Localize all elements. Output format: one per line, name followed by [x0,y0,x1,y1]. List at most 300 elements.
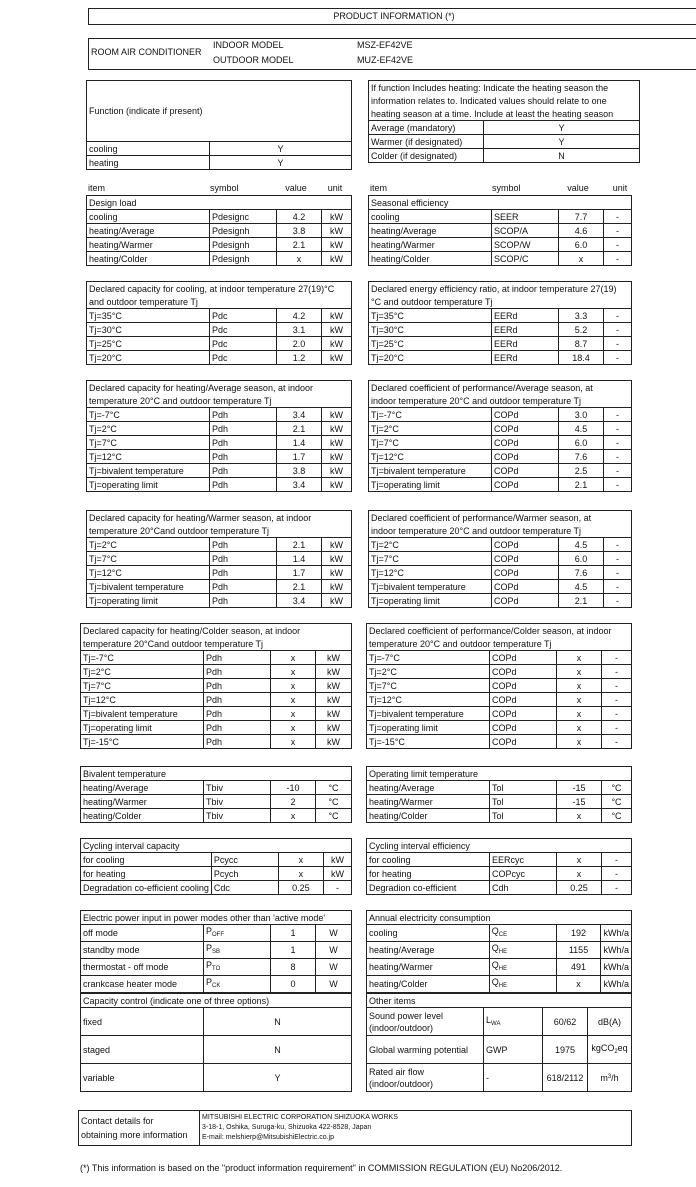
table-row [367,707,632,721]
other-unit: dB(A) [588,1008,632,1036]
row-value: x [271,809,316,823]
row-item: heating/Average [87,224,210,238]
row-unit: kW [316,679,352,693]
row-item: Tj=bivalent temperature [367,707,490,721]
row-value: x [557,665,602,679]
table-row [367,809,632,823]
table-row [369,566,632,580]
row-item: Degradion co-efficient [367,881,490,895]
row-value: 3.1 [277,323,322,337]
other-symbol [484,1008,543,1036]
other-symbol: - [484,1064,543,1092]
table-row [87,538,352,552]
row-symbol [489,925,556,942]
row-item: off mode [81,925,204,942]
table-row [369,422,632,436]
row-unit: kWh/a [601,976,632,993]
other-item [367,1064,484,1092]
row-symbol: Pdesignh [210,238,277,252]
row-unit: - [604,464,632,478]
row-value: 7.6 [559,450,604,464]
table-row [367,693,632,707]
table-row [87,594,352,608]
row-symbol: Tol [490,795,557,809]
row-unit: kWh/a [601,942,632,959]
row-symbol: Pdh [204,721,271,735]
row-value: 0.25 [557,881,602,895]
table-row [81,665,352,679]
table-row [367,721,632,735]
col-symbol: symbol [492,183,521,193]
row-value: x [557,693,602,707]
row-symbol: Pdh [210,580,277,594]
table-row [367,679,632,693]
symbol-sub: HE [498,966,508,972]
section-title: Bivalent temperature [81,767,352,781]
row-value: 8 [271,959,316,976]
row-symbol: Cdc [211,881,278,895]
row-unit: kW [322,566,352,580]
row-symbol: Tol [490,809,557,823]
row-symbol: Pdh [210,450,277,464]
section-title: Seasonal efficiency [369,196,632,210]
row-value: x [557,853,602,867]
row-symbol: Pdh [210,538,277,552]
row-unit: kW [316,735,352,749]
section-title: indoor temperature 20°C and outdoor temperature Tj [369,394,632,408]
row-item: Tj=2°C [81,665,204,679]
symbol-base: Q [491,926,499,936]
col-unit: unit [612,183,628,193]
row-value: 3.8 [277,224,322,238]
function-label: heating [87,156,210,170]
capacity-control-table [80,993,352,1092]
row-unit: kW [316,721,352,735]
row-value: 4.2 [277,210,322,224]
row-symbol [489,976,556,993]
capacity-control-label: fixed [81,1008,204,1036]
symbol-sub: SB [212,949,221,955]
row-symbol: Pdh [210,436,277,450]
row-unit: kW [316,665,352,679]
row-item: Tj=12°C [81,693,204,707]
row-item: standby mode [81,942,204,959]
table-row [87,552,352,566]
row-unit: - [604,210,632,224]
row-value: 491 [556,959,601,976]
row-item: Degradation co-efficient cooling [81,881,212,895]
other-value: 1975 [543,1036,588,1064]
capacity-average-table [86,380,352,492]
table-row [81,735,352,749]
table-row [81,925,352,942]
row-symbol: COPd [490,693,557,707]
contact-email[interactable]: E-mail: melshierp@MitsubishiElectric.co.jp [202,1134,334,1141]
row-value: 7.7 [559,210,604,224]
table-row [369,238,632,252]
seasonal-efficiency-table [368,195,632,266]
row-value: x [271,693,316,707]
row-item: heating/Warmer [367,795,490,809]
row-value: 2.1 [277,422,322,436]
table-row [81,721,352,735]
row-item: heating/Colder [367,809,490,823]
row-value: 4.5 [559,580,604,594]
indoor-model-label: INDOOR MODEL [213,40,284,50]
row-symbol: COPd [492,464,559,478]
row-item: Tj=20°C [369,351,492,365]
row-item: Tj=35°C [87,309,210,323]
row-symbol: COPd [490,665,557,679]
season-value: Y [484,121,640,135]
row-value: x [271,665,316,679]
row-symbol: Tbiv [204,809,271,823]
table-row [87,464,352,478]
table-row [81,976,352,993]
row-symbol: Pdh [210,566,277,580]
other-items-table [366,993,632,1092]
row-symbol: COPd [492,594,559,608]
operating-limit-table [366,766,632,823]
row-unit: kW [322,552,352,566]
row-item: Tj=operating limit [367,721,490,735]
other-value: 618/2112 [543,1064,588,1092]
row-value: x [557,679,602,693]
cop-colder-table [366,623,632,749]
table-row [87,566,352,580]
row-item: Tj=7°C [367,679,490,693]
row-item: Tj=-15°C [81,735,204,749]
cycling-efficiency-table [366,838,632,895]
symbol-base: Q [491,960,499,970]
row-unit: - [604,224,632,238]
symbol-sub: HE [498,983,508,989]
column-headers-right [368,182,640,194]
row-symbol: Pdc [210,351,277,365]
contact-label-line2: obtaining more information [81,1130,188,1140]
row-unit: - [604,323,632,337]
season-label: Warmer (if designated) [369,135,484,149]
row-unit: kW [322,580,352,594]
row-unit: W [316,959,352,976]
row-item: Tj=bivalent temperature [369,464,492,478]
eer-cooling-table [368,281,632,365]
row-unit: °C [316,795,352,809]
table-row [81,867,352,881]
section-title: Declared coefficient of performance/Average season, at [369,381,632,395]
section-title: Operating limit temperature [367,767,632,781]
row-unit: - [604,552,632,566]
row-item: Tj=7°C [369,436,492,450]
season-value: Y [484,135,640,149]
table-row [369,224,632,238]
table-row [87,210,352,224]
row-symbol: COPd [490,721,557,735]
row-unit: kW [322,422,352,436]
row-unit: °C [602,809,632,823]
row-symbol: EERcyc [490,853,557,867]
row-symbol: Pdh [204,707,271,721]
symbol-sub: CK [212,983,221,989]
row-value: 1.2 [277,351,322,365]
row-symbol: Tbiv [204,795,271,809]
row-value: x [271,735,316,749]
row-item: Tj=operating limit [81,721,204,735]
table-row [369,309,632,323]
row-item: Tj=12°C [367,693,490,707]
table-row [367,881,632,895]
row-item: Tj=operating limit [369,594,492,608]
section-title: indoor temperature 20°C and outdoor temperature Tj [369,524,632,538]
function-value: Y [210,142,352,156]
row-value: x [557,651,602,665]
row-value: 1155 [556,942,601,959]
row-value: 1.4 [277,436,322,450]
row-symbol: COPd [490,651,557,665]
table-row [81,809,352,823]
table-row [87,337,352,351]
table-row [369,450,632,464]
table-row [369,538,632,552]
other-unit [588,1064,632,1092]
row-unit: W [316,976,352,993]
row-item: heating/Warmer [87,238,210,252]
row-unit: kW [316,707,352,721]
row-value: 6.0 [559,238,604,252]
row-unit: - [602,881,632,895]
season-label: Average (mandatory) [369,121,484,135]
row-value: 3.0 [559,408,604,422]
function-header: Function (indicate if present) [87,81,352,142]
row-symbol: Pdh [210,594,277,608]
capacity-warmer-table [86,510,352,608]
row-symbol: COPd [492,408,559,422]
other-symbol: GWP [484,1036,543,1064]
row-item: Tj=30°C [369,323,492,337]
row-value: -15 [557,795,602,809]
table-row [87,422,352,436]
row-value: 6.0 [559,436,604,450]
row-unit: kW [322,464,352,478]
section-title: Declared coefficient of performance/Warmer season, at [369,511,632,525]
heating-season-header: heating season at a time. Include at least the heating season [369,107,640,121]
symbol-base: Q [491,977,499,987]
row-unit: kW [322,309,352,323]
row-item: Tj=12°C [369,450,492,464]
table-row [87,436,352,450]
row-unit: - [604,538,632,552]
product-type: ROOM AIR CONDITIONER [91,47,202,57]
row-unit: - [604,351,632,365]
row-item: heating/Average [81,781,204,795]
other-item [367,1008,484,1036]
row-value: 5.2 [559,323,604,337]
row-value: x [277,252,322,266]
row-item: Tj=25°C [369,337,492,351]
row-value: 3.4 [277,408,322,422]
table-row [87,309,352,323]
row-unit: - [602,679,632,693]
row-unit: - [602,735,632,749]
row-item: Tj=2°C [369,538,492,552]
function-table [86,80,352,170]
row-unit: kW [322,436,352,450]
row-unit: °C [316,781,352,795]
row-symbol: EERd [492,351,559,365]
row-unit: - [323,881,351,895]
row-unit: - [604,309,632,323]
row-item: Tj=7°C [81,679,204,693]
row-unit: - [604,252,632,266]
row-unit: kW [322,210,352,224]
unit-tail: /h [611,1073,619,1083]
row-value: 2.1 [559,478,604,492]
row-value: 3.8 [277,464,322,478]
table-row [367,942,632,959]
row-item: thermostat - off mode [81,959,204,976]
table-row [87,224,352,238]
column-headers-left [86,182,352,194]
section-title: Electric power input in power modes other than 'active mode' [81,911,352,925]
table-row [87,323,352,337]
row-item: cooling [367,925,490,942]
row-item: Tj=-7°C [369,408,492,422]
table-row [87,238,352,252]
table-row [367,735,632,749]
symbol-base: P [206,926,213,936]
row-symbol: SCOP/W [492,238,559,252]
table-row [367,651,632,665]
col-symbol: symbol [210,183,239,193]
section-title: °C and outdoor temperature Tj [369,295,632,309]
row-symbol: Cdh [490,881,557,895]
row-value: 2.1 [277,538,322,552]
row-item: heating/Colder [367,976,490,993]
row-item: heating/Colder [369,252,492,266]
row-symbol: Tbiv [204,781,271,795]
row-value: 7.6 [559,566,604,580]
row-unit: - [602,651,632,665]
row-unit: - [602,721,632,735]
symbol-sub: CE [498,932,508,938]
row-item: Tj=operating limit [369,478,492,492]
section-title: Declared capacity for heating/Warmer season, at indoor [87,511,352,525]
table-row [369,210,632,224]
col-unit: unit [327,183,343,193]
row-value: x [271,721,316,735]
contact-label-line1: Contact details for [81,1116,154,1126]
row-value: 2.0 [277,337,322,351]
row-value: 2.1 [559,594,604,608]
contact-details [200,1111,632,1146]
table-row [367,976,632,993]
cop-warmer-table [368,510,632,608]
row-unit: kW [322,594,352,608]
table-row [81,679,352,693]
row-item: heating/Warmer [367,959,490,976]
capacity-control-value: N [204,1036,352,1064]
power-modes-table [80,910,352,993]
row-unit: kW [322,538,352,552]
row-item: Tj=-7°C [367,651,490,665]
section-title: Annual electricity consumption [367,911,632,925]
row-unit: °C [602,795,632,809]
row-unit: kW [322,337,352,351]
row-symbol: COPd [492,478,559,492]
table-row [367,665,632,679]
row-value: x [278,853,323,867]
row-symbol: COPd [490,707,557,721]
unit-sup: 3 [607,1074,612,1080]
function-label: cooling [87,142,210,156]
row-symbol [204,942,271,959]
table-row [81,942,352,959]
section-title: Declared coefficient of performance/Colder season, at indoor [367,624,632,638]
table-row [367,959,632,976]
row-value: 3.4 [277,478,322,492]
row-value: x [271,707,316,721]
row-unit: kW [322,238,352,252]
row-unit: kW [322,351,352,365]
row-unit: kWh/a [601,925,632,942]
row-symbol: Pdesignc [210,210,277,224]
row-symbol: Pdh [204,693,271,707]
table-row [87,450,352,464]
row-symbol: COPd [490,735,557,749]
table-row [81,693,352,707]
row-item: Tj=bivalent temperature [87,464,210,478]
table-row [87,252,352,266]
table-row [369,436,632,450]
symbol-base: P [206,960,213,970]
table-row [81,881,352,895]
bivalent-table [80,766,352,823]
row-value: 2.5 [559,464,604,478]
row-value: x [271,651,316,665]
section-title: and outdoor temperature Tj [87,295,352,309]
contact-company: MITSUBISHI ELECTRIC CORPORATION SHIZUOKA WORKS [202,1114,398,1121]
row-symbol: Pdh [204,679,271,693]
row-value: 0.25 [278,881,323,895]
table-row [81,795,352,809]
section-title: Design load [87,196,352,210]
table-row [369,337,632,351]
row-unit: kW [322,252,352,266]
row-unit: kW [322,450,352,464]
row-item: Tj=bivalent temperature [87,580,210,594]
table-row [87,580,352,594]
row-item: heating/Warmer [369,238,492,252]
table-row [369,464,632,478]
contact-table [78,1110,632,1146]
other-unit [588,1036,632,1064]
row-item: Tj=25°C [87,337,210,351]
section-title: Declared capacity for heating/Average season, at indoor [87,381,352,395]
heating-season-table [368,80,640,163]
row-unit: kWh/a [601,959,632,976]
section-title: temperature 20°Cand outdoor temperature Tj [81,637,352,651]
row-symbol: EERd [492,337,559,351]
season-label: Colder (if designated) [369,149,484,163]
row-value: 4.6 [559,224,604,238]
page-title: PRODUCT INFORMATION (*) [88,8,696,25]
row-item: for heating [81,867,212,881]
col-value: value [567,183,589,193]
row-item: Tj=7°C [87,552,210,566]
cop-average-table [368,380,632,492]
row-value: 2.1 [277,238,322,252]
row-symbol: Pdc [210,323,277,337]
